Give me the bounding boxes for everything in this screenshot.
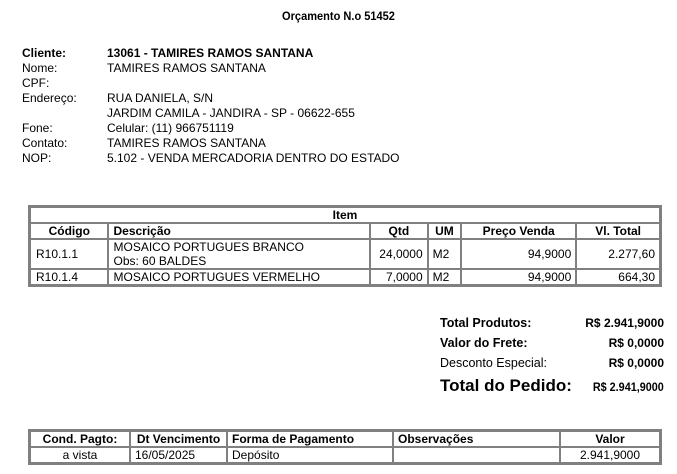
client-row-endereco-2 bbox=[22, 106, 400, 121]
col-cond-pagto: Cond. Pagto: bbox=[30, 431, 130, 447]
name-value: TAMIRES RAMOS SANTANA bbox=[107, 61, 266, 75]
item-total: 664,30 bbox=[576, 269, 660, 285]
client-row-endereco bbox=[22, 91, 400, 106]
client-info bbox=[22, 46, 400, 166]
freight-label: Valor do Frete: bbox=[440, 336, 528, 350]
item-code: R10.1.1 bbox=[30, 239, 108, 269]
document-title: Orçamento N.o 51452 bbox=[282, 9, 395, 23]
item-um: M2 bbox=[428, 269, 461, 285]
nop-value: 5.102 - VENDA MERCADORIA DENTRO DO ESTADO bbox=[107, 151, 400, 165]
payment-table bbox=[28, 429, 662, 465]
client-row-nome bbox=[22, 61, 400, 76]
discount-row bbox=[440, 356, 664, 376]
item-qty: 24,0000 bbox=[370, 239, 428, 269]
address-line-1: RUA DANIELA, S/N bbox=[107, 91, 214, 105]
item-code: R10.1.4 bbox=[30, 269, 108, 285]
order-total-label: Total do Pedido: bbox=[440, 376, 572, 395]
name-label: Nome: bbox=[22, 61, 58, 75]
table-row bbox=[30, 269, 660, 285]
payment-header-row bbox=[30, 431, 660, 447]
payment-obs bbox=[393, 447, 560, 463]
phone-value: Celular: (11) 966751119 bbox=[107, 121, 234, 135]
contact-label: Contato: bbox=[22, 136, 68, 150]
col-vl-total: Vl. Total bbox=[576, 223, 660, 239]
client-label: Cliente: bbox=[22, 46, 67, 60]
item-description: MOSAICO PORTUGUES VERMELHO bbox=[108, 269, 370, 285]
total-products-label: Total Produtos: bbox=[440, 316, 532, 330]
phone-label: Fone: bbox=[22, 121, 53, 135]
col-valor: Valor bbox=[560, 431, 660, 447]
total-products-value: R$ 2.941,9000 bbox=[585, 316, 664, 330]
items-section-header bbox=[30, 207, 660, 223]
col-descricao: Descrição bbox=[108, 223, 370, 239]
discount-value: R$ 0,0000 bbox=[608, 356, 664, 370]
contact-value: TAMIRES RAMOS SANTANA bbox=[107, 136, 266, 150]
client-row-fone bbox=[22, 121, 400, 136]
discount-label: Desconto Especial: bbox=[440, 356, 548, 370]
item-description: MOSAICO PORTUGUES BRANCO bbox=[113, 240, 304, 254]
address-label: Endereço: bbox=[22, 91, 77, 105]
totals-block bbox=[440, 316, 664, 400]
col-preco-venda: Preço Venda bbox=[461, 223, 576, 239]
payment-method: Depósito bbox=[227, 447, 393, 463]
table-row bbox=[30, 239, 660, 269]
payment-cond: a vista bbox=[30, 447, 130, 463]
item-qty: 7,0000 bbox=[370, 269, 428, 285]
col-observacoes: Observações bbox=[393, 431, 560, 447]
col-qtd: Qtd bbox=[370, 223, 428, 239]
freight-value: R$ 0,0000 bbox=[608, 336, 664, 350]
item-price: 94,9000 bbox=[461, 239, 576, 269]
items-section-title: Item bbox=[30, 207, 660, 223]
col-forma-pagamento: Forma de Pagamento bbox=[227, 431, 393, 447]
client-row-contato bbox=[22, 136, 400, 151]
item-total: 2.277,60 bbox=[576, 239, 660, 269]
client-row-nop bbox=[22, 151, 400, 166]
item-obs: Obs: 60 BALDES bbox=[113, 254, 207, 268]
address-line-2: JARDIM CAMILA - JANDIRA - SP - 06622-655 bbox=[107, 106, 355, 120]
client-row-cliente bbox=[22, 46, 400, 61]
client-row-cpf bbox=[22, 76, 400, 91]
order-total-row bbox=[440, 376, 664, 400]
payment-due-date: 16/05/2025 bbox=[130, 447, 227, 463]
item-description-cell bbox=[108, 239, 370, 269]
item-um: M2 bbox=[428, 239, 461, 269]
col-dt-vencimento: Dt Vencimento bbox=[130, 431, 227, 447]
client-value: 13061 - TAMIRES RAMOS SANTANA bbox=[107, 46, 314, 60]
items-header-row bbox=[30, 223, 660, 239]
col-um: UM bbox=[428, 223, 461, 239]
freight-row bbox=[440, 336, 664, 356]
item-price: 94,9000 bbox=[461, 269, 576, 285]
total-products-row bbox=[440, 316, 664, 336]
col-codigo: Código bbox=[30, 223, 108, 239]
items-table bbox=[28, 205, 662, 287]
order-total-value: R$ 2.941,9000 bbox=[593, 380, 664, 394]
address-label-empty bbox=[22, 106, 107, 121]
payment-value: 2.941,9000 bbox=[560, 447, 660, 463]
cpf-label: CPF: bbox=[22, 76, 50, 90]
table-row bbox=[30, 447, 660, 463]
nop-label: NOP: bbox=[22, 151, 52, 165]
